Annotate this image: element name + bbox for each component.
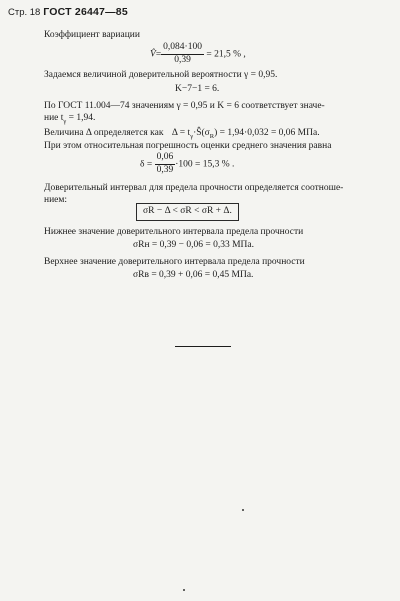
variation-fraction — [161, 42, 204, 67]
interval-formula: σR − Δ < σR < σR + Δ. — [136, 203, 239, 221]
page-number: Стр. 18 — [8, 7, 41, 18]
relative-error-formula — [140, 152, 234, 177]
upper-bound-text: Верхнее значение доверительного интервала предела прочности — [44, 257, 305, 267]
variation-result: = 21,5 % , — [206, 49, 246, 60]
relative-error-numerator: 0,06 — [155, 152, 176, 165]
relative-error-result: ·100 = 15,3 % . — [175, 159, 235, 170]
variation-formula — [150, 42, 246, 67]
variation-numerator: 0,084·100 — [161, 42, 204, 55]
variation-coefficient-label: Коэффициент вариации — [44, 30, 140, 40]
interval-text-line-2: нием: — [44, 195, 68, 205]
standard-number: ГОСТ 26447—85 — [43, 6, 128, 18]
k-equation: K−7−1 = 6. — [175, 84, 220, 94]
lower-bound-formula: σRн = 0,39 − 0,06 = 0,33 МПа. — [133, 240, 255, 250]
interval-text-line-1: Доверительный интервал для предела прочности определяется соотноше- — [44, 183, 344, 193]
gost-text-line-2 — [44, 113, 95, 126]
relative-error-denominator: 0,39 — [156, 164, 174, 175]
delta-text: Величина Δ определяется как — [44, 128, 164, 138]
lower-bound-text: Нижнее значение доверительного интервала предела прочности — [44, 227, 304, 237]
page-header — [8, 6, 128, 19]
v-hat-symbol: V̂ — [150, 49, 156, 60]
gost-gamma-subscript: γ — [63, 117, 67, 125]
gost-text-line-1: По ГОСТ 11.004—74 значениям γ = 0,95 и K = 6 соответствует значе- — [44, 101, 325, 111]
v-eq-sign: = — [155, 49, 162, 60]
gost-t-label: ние t — [44, 113, 64, 123]
variation-denominator: 0,39 — [174, 54, 191, 65]
scan-speck — [183, 589, 185, 591]
probability-text: Задаемся величиной доверительной вероятности γ = 0,95. — [44, 70, 278, 80]
delta-formula: $\Delta = t_\gamma\cdot Ŝ(\sigma_R) = 1,94\cdot 0,032 = 0,06$ МПа. — [171, 128, 320, 140]
relative-error-lhs: δ = — [140, 159, 155, 170]
relative-error-fraction — [155, 152, 176, 177]
delta-line — [44, 128, 320, 141]
upper-bound-formula: σRв = 0,39 + 0,06 = 0,45 МПа. — [133, 270, 254, 280]
relative-error-text: При этом относительная погрешность оценки среднего значения равна — [44, 141, 332, 151]
end-divider — [175, 346, 231, 347]
gost-t-value: = 1,94. — [66, 113, 96, 123]
scan-speck — [242, 509, 244, 511]
